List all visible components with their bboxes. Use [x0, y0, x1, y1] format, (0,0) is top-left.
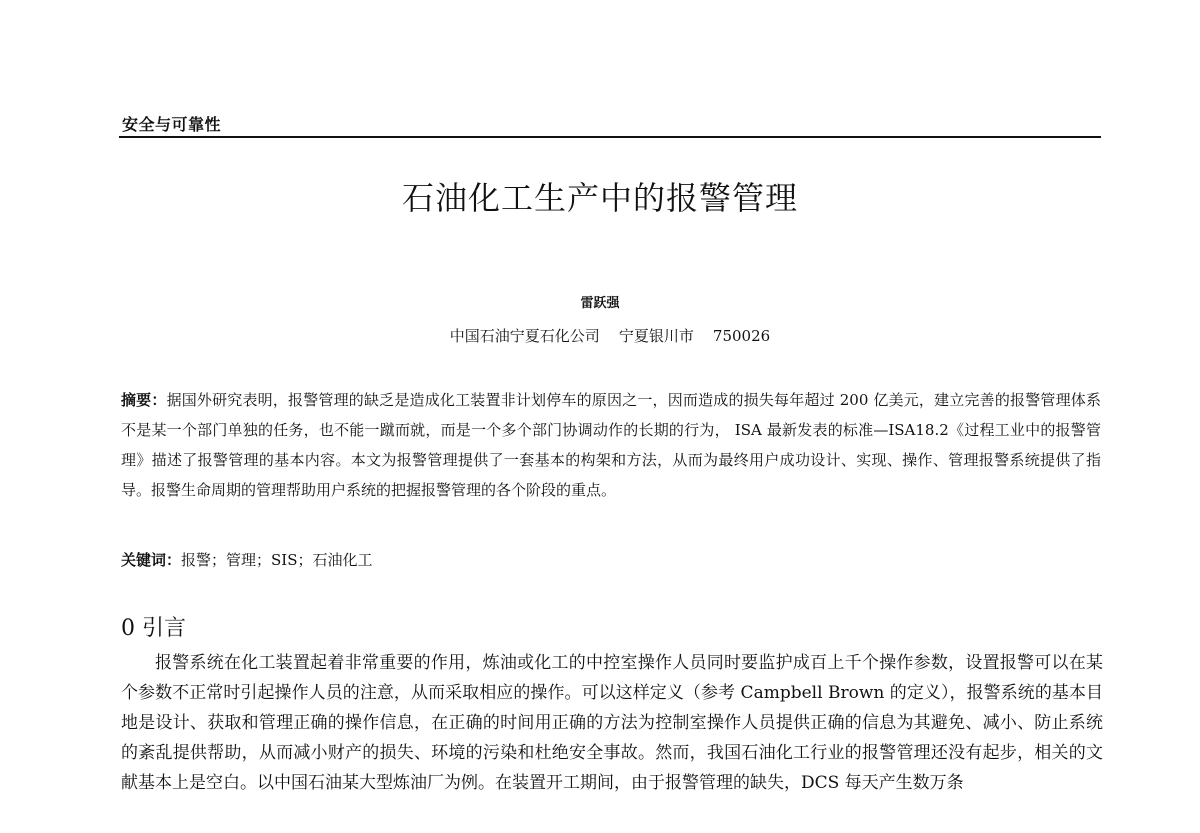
section-heading-introduction: 0 引言 [121, 616, 186, 641]
keywords-text: 报警；管理；SIS；石油化工 [181, 551, 373, 569]
body-paragraph: 报警系统在化工装置起着非常重要的作用，炼油或化工的中控室操作人员同时要监护成百上千个操作参数，设置报警可以在某个参数不正常时引起操作人员的注意，从而采取相应的操作。可以这样定义（参考 Campbell Brown 的定义），报警系统的基本目地是设计、获取和管理正确的操作信息，在正确的时间用正确的方法为控制室操作人员提供正确的信息为其避免、减小、防止系统的紊乱提供帮助，从而减小财产的损失、环境的污染和杜绝安全事故。然而，我国石油化工行业的报警管理还没有起步，相关的文献基本上是空白。以中国石油某大型炼油厂为例。在装置开工期间，由于报警管理的缺失，DCS 每天产生数万条 [121, 653, 1103, 793]
author-affiliation: 中国石油宁夏石化公司 宁夏银川市 750026 [449, 327, 771, 345]
keywords [121, 549, 373, 570]
journal-section-header: 安全与可靠性 [122, 115, 222, 134]
abstract-text: 据国外研究表明，报警管理的缺乏是造成化工装置非计划停车的原因之一，因而造成的损失每年超过 200 亿美元，建立完善的报警管理体系不是某一个部门单独的任务，也不能一蹴而就，而是一个多个部门协调动作的长期的行为， ISA 最新发表的标准—ISA18.2《过程工业中的报警管理》描述了报警管理的基本内容。本文为报警管理提供了一套基本的构架和方法，从而为最终用户成功设计、实现、操作、管理报警系统提供了指导。报警生命周期的管理帮助用户系统的把握报警管理的各个阶段的重点。 [121, 391, 1101, 499]
header-rule [119, 136, 1101, 138]
paper-title: 石油化工生产中的报警管理 [401, 179, 798, 217]
author-name: 雷跃强 [580, 296, 620, 311]
abstract [121, 385, 1101, 505]
keywords-label: 关键词： [121, 551, 182, 569]
abstract-label: 摘要： [121, 391, 167, 409]
